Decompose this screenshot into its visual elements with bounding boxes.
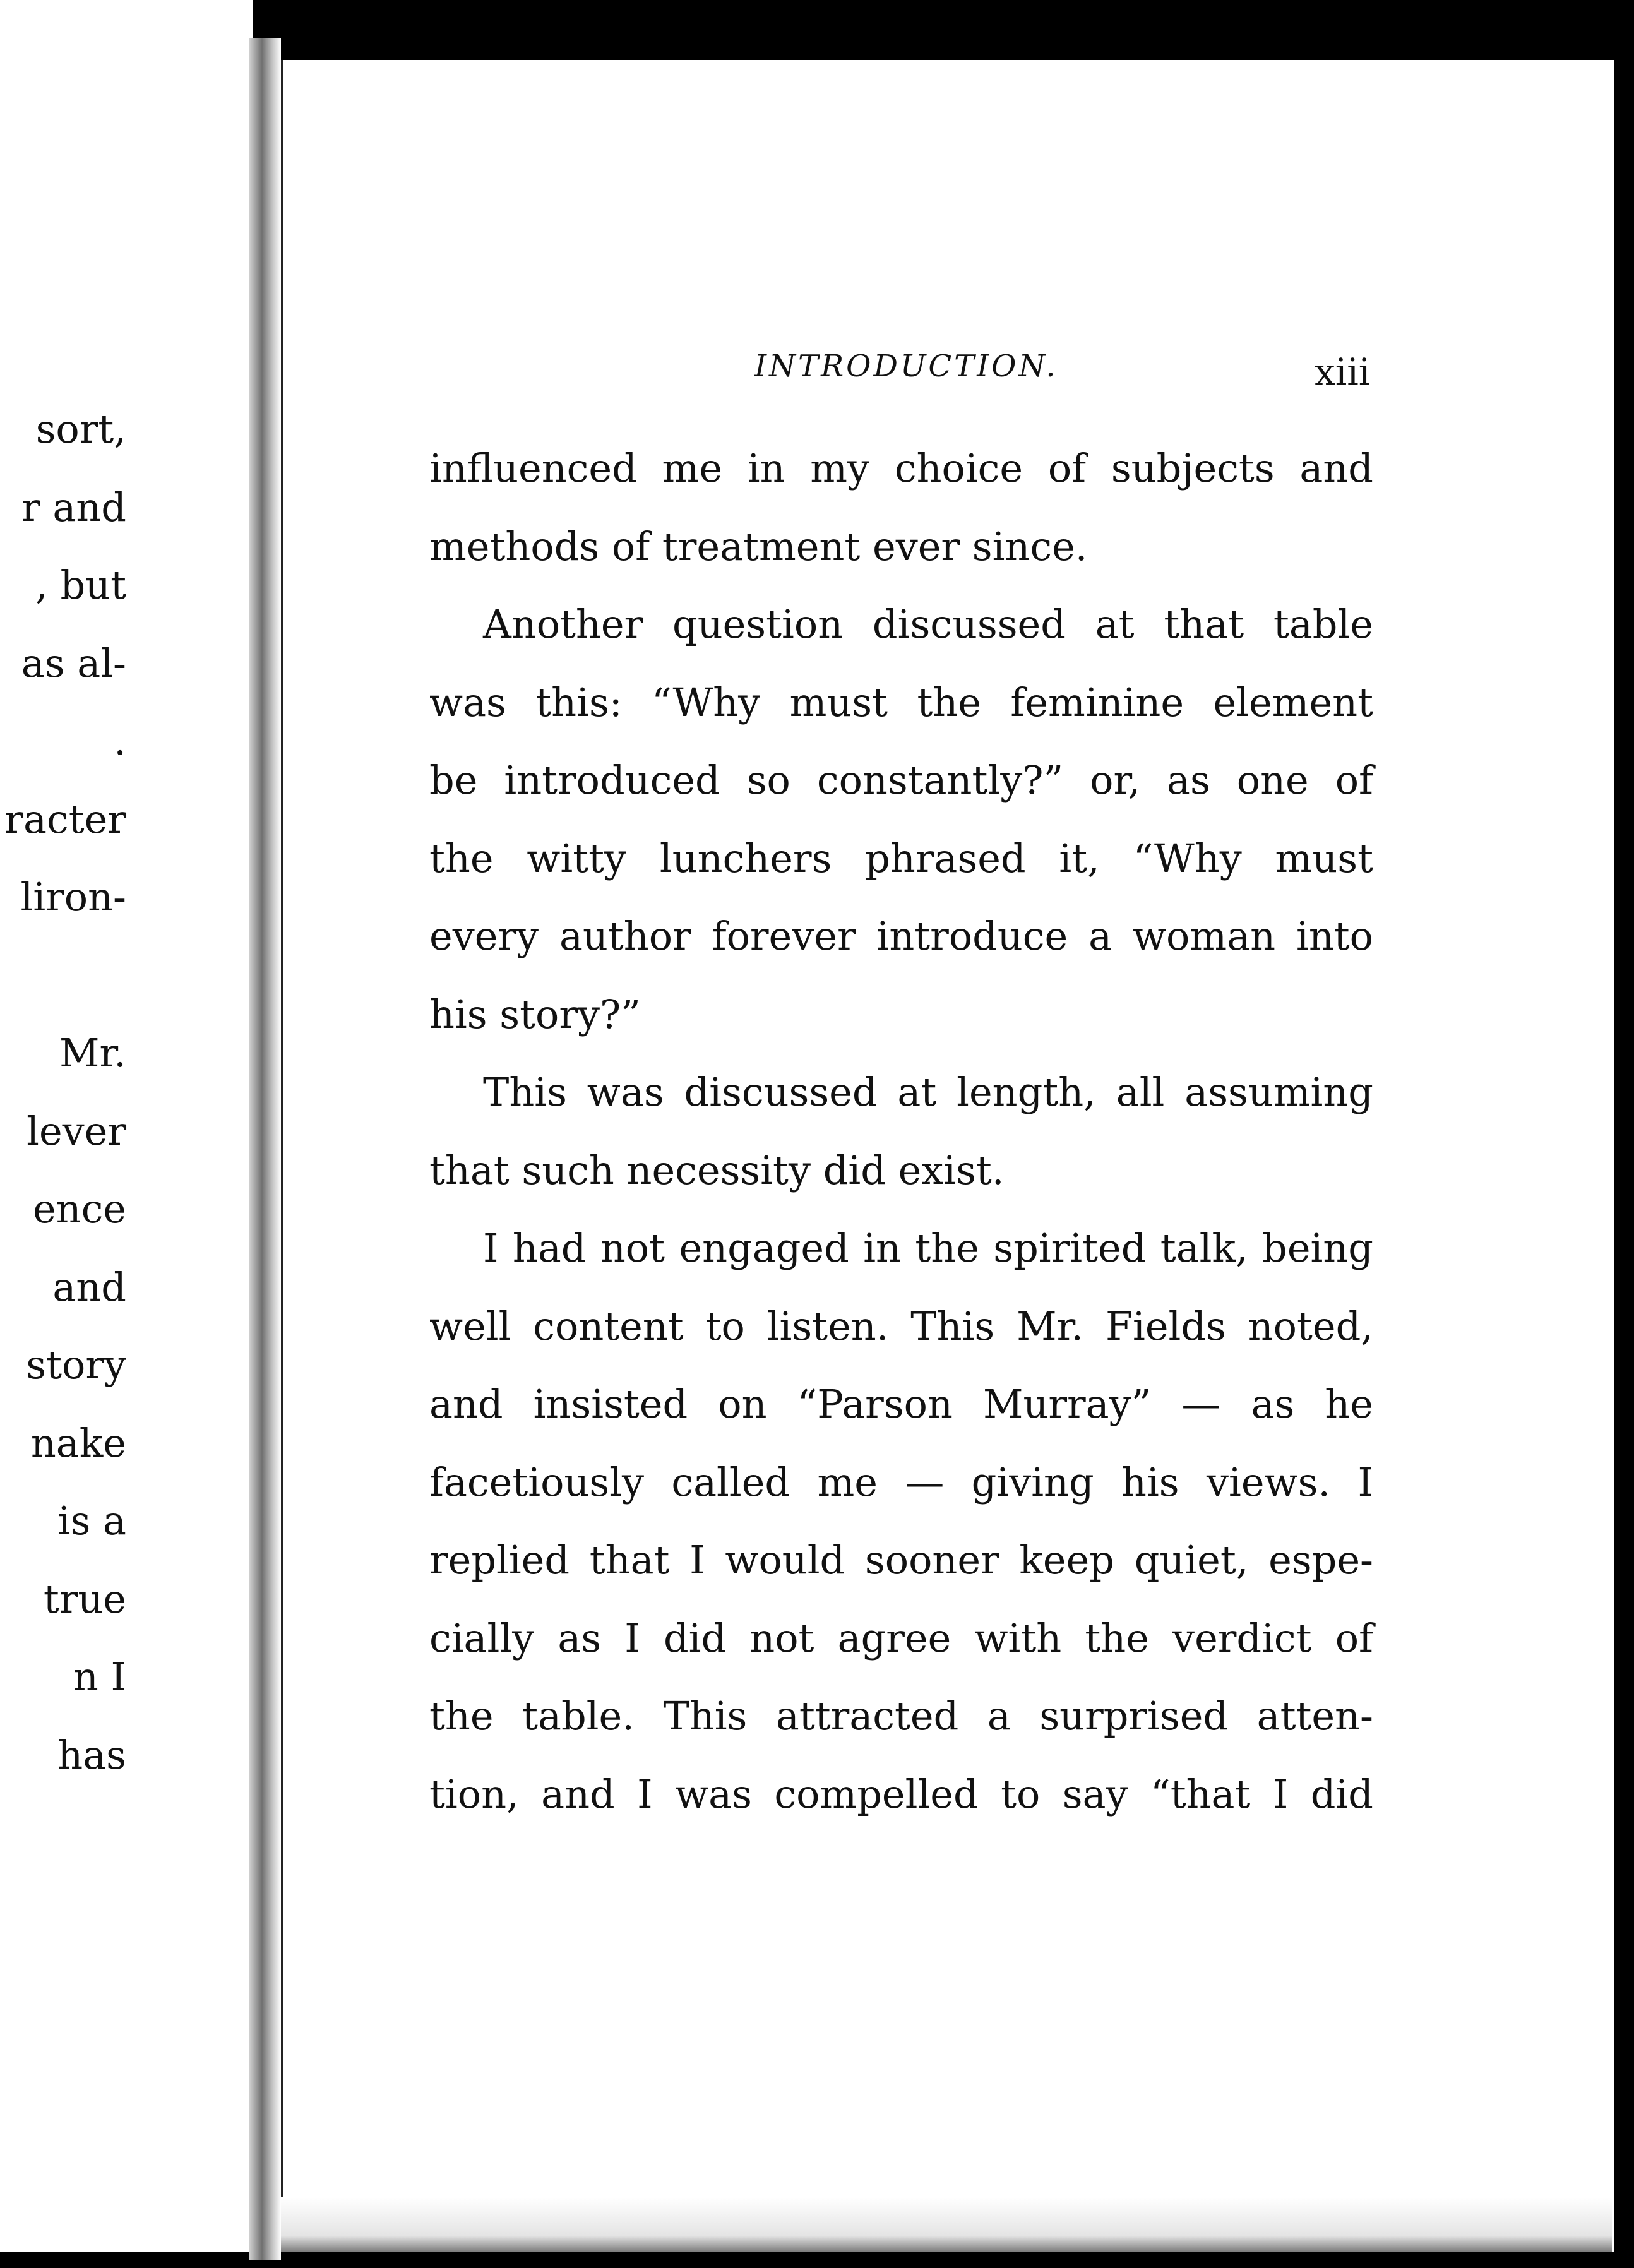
left-fragment: Mr. xyxy=(59,1030,126,1076)
left-fragment: is a xyxy=(57,1498,126,1544)
text-line: that such necessity did exist. xyxy=(429,1147,1005,1193)
left-fragment: lever xyxy=(27,1107,126,1154)
text-line: influenced me in my choice of subjects and xyxy=(429,445,1373,491)
text-line: every author forever introduce a woman into xyxy=(429,913,1373,959)
scan-border-bottom xyxy=(0,2252,1634,2268)
left-fragment: liron- xyxy=(20,874,126,920)
text-line: facetiously called me — giving his views. I xyxy=(429,1459,1373,1505)
text-line: This was discussed at length, all assuming xyxy=(483,1069,1373,1115)
left-fragment: story xyxy=(26,1342,126,1388)
page-bottom-shadow xyxy=(281,2197,1612,2252)
text-line: be introduced so constantly?” or, as one of xyxy=(429,757,1373,803)
left-fragment: ence xyxy=(32,1186,126,1232)
scan-border-right xyxy=(1612,0,1634,2268)
left-fragment: true xyxy=(43,1575,126,1622)
text-line: well content to listen. This Mr. Fields noted, xyxy=(429,1303,1373,1349)
left-fragment: nake xyxy=(30,1419,126,1466)
text-line: I had not engaged in the spirited talk, being xyxy=(483,1225,1373,1271)
page-number: xiii xyxy=(1315,350,1371,393)
body-text xyxy=(429,429,1373,1833)
left-fragment: n I xyxy=(73,1654,126,1700)
text-line: was this: “Why must the feminine element xyxy=(429,679,1373,725)
text-line: his story?” xyxy=(429,991,641,1037)
text-line: methods of treatment ever since. xyxy=(429,523,1088,570)
text-line: and insisted on “Parson Murray” — as he xyxy=(429,1381,1373,1427)
left-fragment: sort, xyxy=(35,406,126,452)
text-line: replied that I would sooner keep quiet, espe- xyxy=(429,1537,1373,1583)
left-fragment: as al- xyxy=(21,640,126,686)
text-line: Another question discussed at that table xyxy=(483,601,1373,647)
left-facing-page xyxy=(0,0,268,2268)
left-fragment: and xyxy=(52,1263,126,1310)
left-page-text-fragments xyxy=(0,390,126,1794)
running-head: INTRODUCTION. xyxy=(754,349,1058,384)
text-line: cially as I did not agree with the verdict of xyxy=(429,1614,1373,1661)
left-fragment: r and xyxy=(21,484,126,530)
book-gutter-shadow xyxy=(249,38,281,2260)
left-fragment: has xyxy=(57,1731,126,1778)
scan-border-top xyxy=(253,0,1634,60)
left-fragment: , but xyxy=(35,562,126,608)
text-line: the table. This attracted a surprised atten- xyxy=(429,1693,1373,1739)
left-fragment: racter xyxy=(4,796,126,842)
text-line: the witty lunchers phrased it, “Why must xyxy=(429,835,1373,881)
left-fragment: . xyxy=(114,718,126,764)
left-fragment xyxy=(0,936,126,1015)
text-line: tion, and I was compelled to say “that I did xyxy=(429,1770,1373,1817)
